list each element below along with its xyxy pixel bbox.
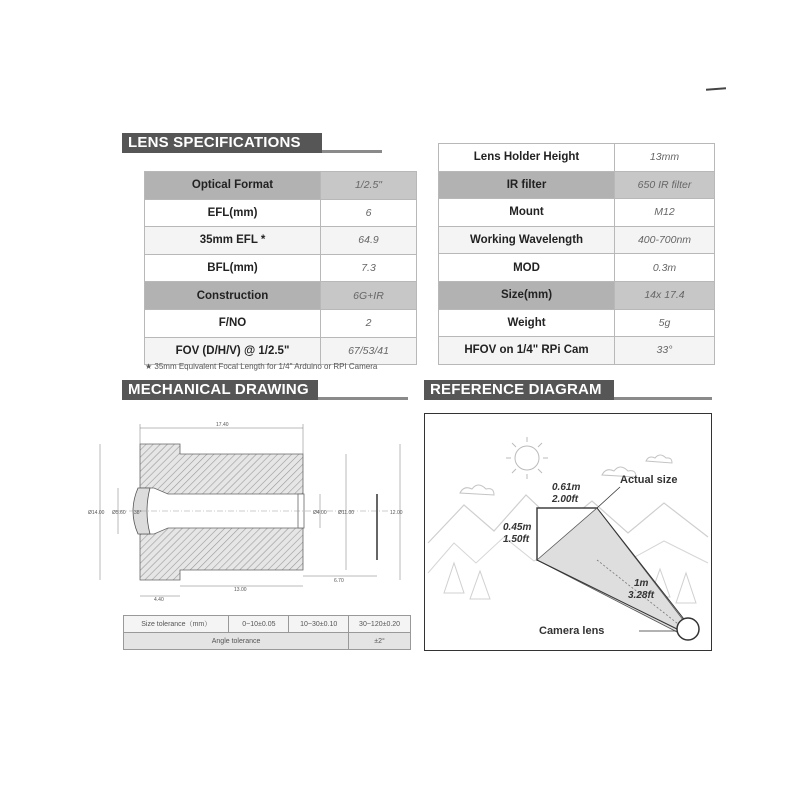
spec-value: 400-700nm: [615, 226, 715, 254]
cloud-icon: [646, 455, 672, 463]
cloud-icon: [460, 485, 494, 495]
width-ft-label: 2.00ft: [552, 494, 579, 505]
spec-row: [145, 337, 417, 365]
reference-diagram: [424, 413, 712, 651]
tolerance-row: [124, 616, 411, 633]
distance-m-label: 1m: [634, 578, 649, 589]
lens-body-upper: [140, 444, 303, 494]
dim-flange: 4.40: [154, 597, 164, 603]
spec-label: Mount: [439, 199, 615, 227]
mechanical-rule: [318, 397, 408, 400]
spec-row: [439, 254, 715, 282]
tolerance-table: [123, 615, 411, 650]
spec-row: [145, 227, 417, 255]
spec-value: 650 IR filter: [615, 171, 715, 199]
spec-row: [145, 199, 417, 227]
dim-bfl: 6.70: [334, 578, 344, 584]
lens-specs-header: LENS SPECIFICATIONS: [122, 133, 322, 153]
camera-lens-icon: [677, 618, 699, 640]
height-m-label: 0.45m: [503, 522, 532, 533]
spec-value: 1/2.5": [321, 172, 417, 200]
spec-row: [439, 144, 715, 172]
spec-label: MOD: [439, 254, 615, 282]
spec-value: 33°: [615, 337, 715, 365]
spec-row: [439, 281, 715, 309]
dim-overall-length: 17.40: [216, 422, 229, 428]
spec-row: [439, 226, 715, 254]
spec-label: Working Wavelength: [439, 226, 615, 254]
angle-tolerance-label: Angle tolerance: [124, 633, 349, 650]
spec-label: Lens Holder Height: [439, 144, 615, 172]
mechanical-header: MECHANICAL DRAWING: [122, 380, 318, 400]
spec-value: 6G+IR: [321, 282, 417, 310]
reference-rule: [614, 397, 712, 400]
spec-label: EFL(mm): [145, 199, 321, 227]
distance-ft-label: 3.28ft: [628, 590, 655, 601]
spec-label: 35mm EFL *: [145, 227, 321, 255]
dim-outer-dia: Ø14.00: [88, 510, 105, 516]
dim-angle: 38°: [134, 510, 142, 516]
spec-row: [439, 171, 715, 199]
spec-value: 14x 17.4: [615, 281, 715, 309]
spec-table-right: [438, 143, 715, 365]
spec-value: 64.9: [321, 227, 417, 255]
tolerance-range-1: 0~10±0.05: [229, 616, 289, 633]
lens-body-lower: [140, 528, 303, 580]
dim-lens-dia: Ø5.60: [112, 510, 126, 516]
actual-size-label: Actual size: [620, 474, 678, 486]
height-ft-label: 1.50ft: [503, 534, 530, 545]
spec-row: [439, 199, 715, 227]
lens-specs-rule: [322, 150, 382, 153]
tolerance-range-2: 10~30±0.10: [289, 616, 349, 633]
size-tolerance-label: Size tolerance（mm）: [124, 616, 229, 633]
dim-height: 12.00: [390, 510, 403, 516]
mechanical-drawing: [88, 410, 408, 610]
reference-header: REFERENCE DIAGRAM: [424, 380, 614, 400]
angle-tolerance-value: ±2°: [349, 633, 411, 650]
dim-bore-dia: Ø4.00: [313, 510, 327, 516]
leader-line: [597, 487, 620, 508]
spec-value: 67/53/41: [321, 337, 417, 365]
camera-lens-label: Camera lens: [539, 625, 605, 637]
spec-label: Size(mm): [439, 281, 615, 309]
spec-label: HFOV on 1/4" RPi Cam: [439, 337, 615, 365]
dim-length-13: 13.00: [234, 587, 247, 593]
spec-label: BFL(mm): [145, 254, 321, 282]
tolerance-row: [124, 633, 411, 650]
spec-value: M12: [615, 199, 715, 227]
dim-inner-dia: Ø11.00: [338, 510, 355, 516]
sun-icon: [515, 446, 539, 470]
tolerance-range-3: 30~120±0.20: [349, 616, 411, 633]
corner-mark: [706, 87, 726, 90]
spec-label: Weight: [439, 309, 615, 337]
spec-row: [145, 282, 417, 310]
spec-value: 13mm: [615, 144, 715, 172]
spec-label: FOV (D/H/V) @ 1/2.5": [145, 337, 321, 365]
sun-rays: [506, 437, 548, 479]
spec-label: Optical Format: [145, 172, 321, 200]
spec-label: IR filter: [439, 171, 615, 199]
spec-label: Construction: [145, 282, 321, 310]
spec-value: 0.3m: [615, 254, 715, 282]
spec-row: [145, 172, 417, 200]
spec-row: [439, 337, 715, 365]
spec-value: 6: [321, 199, 417, 227]
spec-value: 7.3: [321, 254, 417, 282]
spec-label: F/NO: [145, 309, 321, 337]
spec-row: [145, 254, 417, 282]
spec-row: [439, 309, 715, 337]
spec-value: 5g: [615, 309, 715, 337]
spec-value: 2: [321, 309, 417, 337]
width-m-label: 0.61m: [552, 482, 581, 493]
footnote: ★ 35mm Equivalent Focal Length for 1/4" Arduino or RPI Camera: [145, 362, 378, 371]
spec-row: [145, 309, 417, 337]
spec-table-left: [144, 171, 417, 365]
